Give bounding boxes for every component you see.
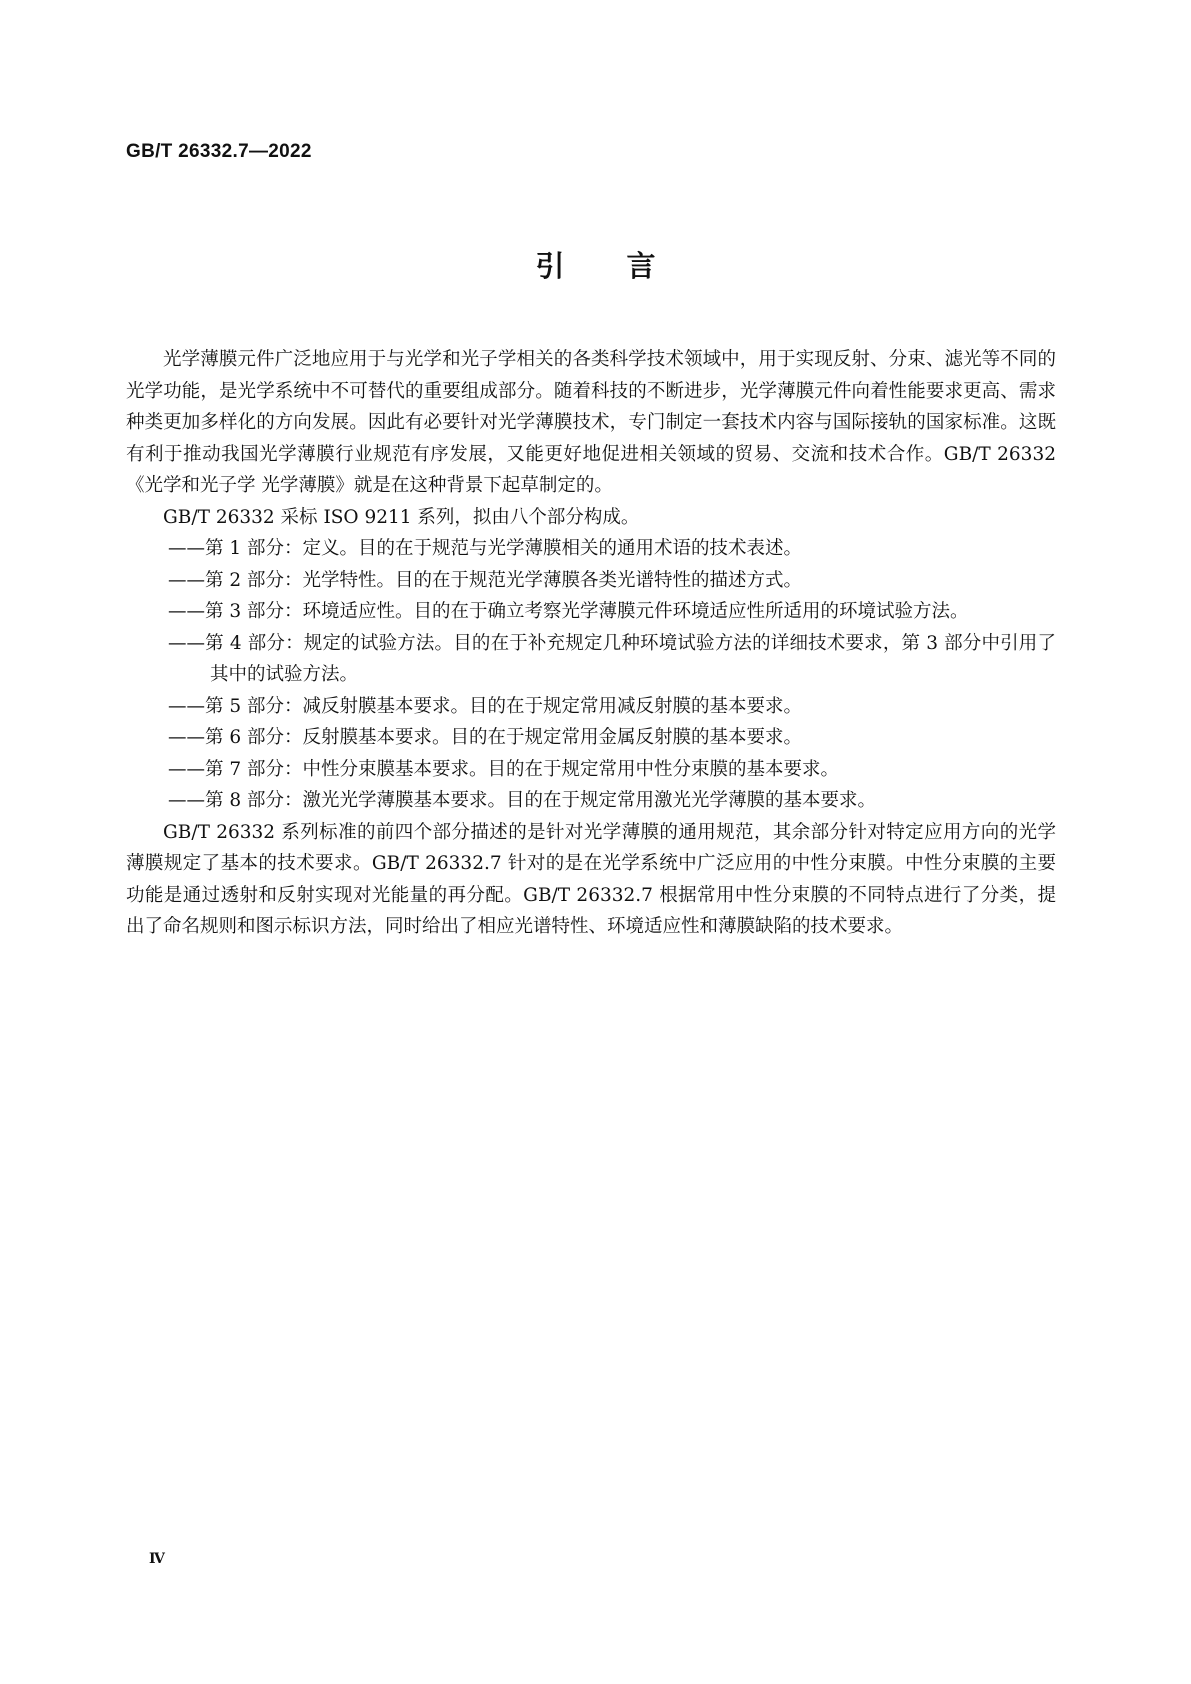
page-number: Ⅳ (149, 1551, 165, 1567)
list-item: ——第 7 部分：中性分束膜基本要求。目的在于规定常用中性分束膜的基本要求。 (168, 758, 840, 780)
standard-code: GB/T 26332.7—2022 (126, 141, 312, 162)
introduction-body (126, 344, 1056, 943)
list-item: ——第 5 部分：减反射膜基本要求。目的在于规定常用减反射膜的基本要求。 (168, 695, 803, 717)
list-item: ——第 1 部分：定义。目的在于规范与光学薄膜相关的通用术语的技术表述。 (168, 538, 803, 559)
intro-paragraph: 光学薄膜元件广泛地应用于与光学和光子学相关的各类科学技术领域中，用于实现反射、分束、滤光等不同的光学功能，是光学系统中不可替代的重要组成部分。随着科技的不断进步，光学薄膜元件向着性能要求更高、需求种类更加多样化的方向发展。因此有必要针对光学薄膜技术，专门制定一套技术内容与国际接轨的国家标准。这既有利于推动我国光学薄膜行业规范有序发展，又能更好地促进相关领域的贸易、交流和技术合作。GB/T 26332《光学和光子学 光学薄膜》就是在这种背景下起草制定的。 (126, 349, 1056, 496)
series-paragraph: GB/T 26332 采标 ISO 9211 系列，拟由八个部分构成。 (163, 506, 640, 528)
section-heading: 引言 (535, 249, 718, 283)
list-item: ——第 2 部分：光学特性。目的在于规范光学薄膜各类光谱特性的描述方式。 (168, 569, 803, 591)
summary-paragraph: GB/T 26332 系列标准的前四个部分描述的是针对光学薄膜的通用规范，其余部分针对特定应用方向的光学薄膜规定了基本的技术要求。GB/T 26332.7 针对的是在光学系统中广泛应用的中性分束膜。中性分束膜的主要功能是通过透射和反射实现对光能量的再分配。GB/T 26332.7 根据常用中性分束膜的不同特点进行了分类，提出了命名规则和图示标识方法，同时给出了相应光谱特性、环境适应性和薄膜缺陷的技术要求。 (126, 821, 1056, 937)
list-item: ——第 3 部分：环境适应性。目的在于确立考察光学薄膜元件环境适应性所适用的环境试验方法。 (168, 601, 969, 622)
parts-list (126, 533, 1056, 817)
list-item: ——第 6 部分：反射膜基本要求。目的在于规定常用金属反射膜的基本要求。 (168, 727, 803, 748)
list-item: ——第 8 部分：激光光学薄膜基本要求。目的在于规定常用激光光学薄膜的基本要求。 (168, 790, 877, 811)
list-item: ——第 4 部分：规定的试验方法。目的在于补充规定几种环境试验方法的详细技术要求，第 3 部分中引用了其中的试验方法。 (168, 632, 1056, 685)
